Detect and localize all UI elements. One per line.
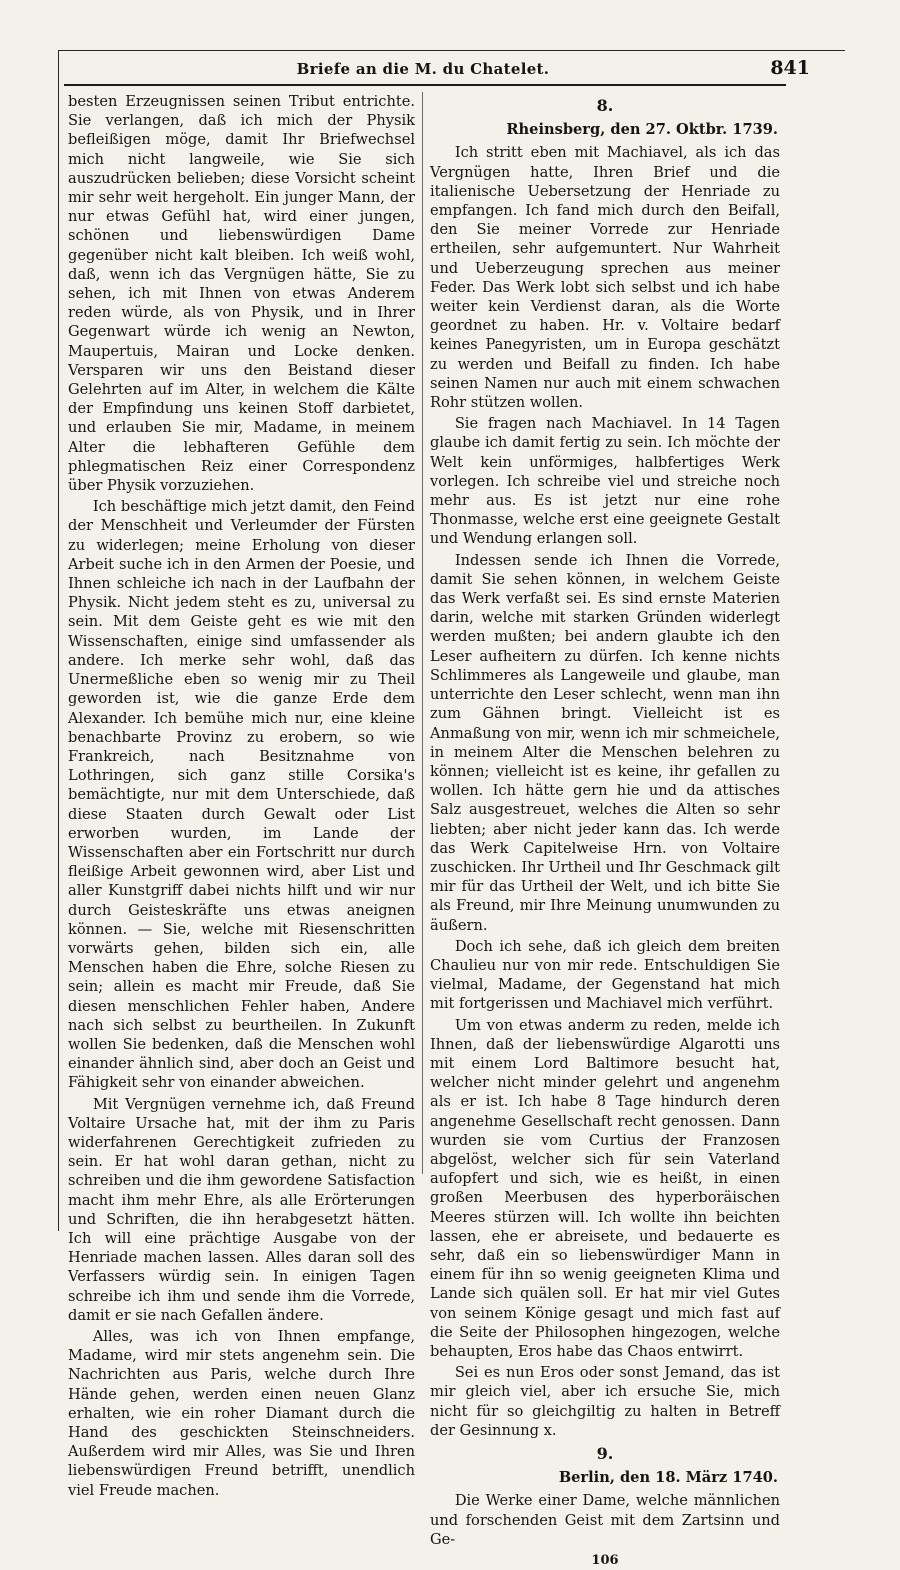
letter-number: 8.	[596, 96, 614, 115]
column-divider	[422, 92, 423, 1174]
paragraph: Indessen sende ich Ihnen die Vorrede, damit Sie sehen können, in welchem Geiste das Werk verfaßt sei. Es sind ernste Materien darin, welche mit starken Gründen widerlegt werden mußten; bei andern glaubte ich den Leser aufheitern zu dürfen. Ich kenne nichts Schlimmeres als Langeweile und glaube, man unterrichte den Leser schlecht, wenn man ihn zum Gähnen bringt. Vielleicht ist es Anmaßung von mir, wenn ich mir schmeichele, in meinem Alter die Menschen belehren zu können; vielleicht ist es keine, ihr gefallen zu wollen. Ich hätte gern hie und da attisches Salz ausgestreuet, welches die Alten so sehr liebten; aber nicht jeder kann das. Ich werde das Werk Capitelweise Hrn. von Voltaire zuschicken. Ihr Urtheil und Ihr Geschmack gilt mir für das Urtheil der Welt, und ich bitte Sie als Freund, mir Ihre Meinung unumwunden zu äußern.	[430, 551, 780, 934]
letter-dateline: Rheinsberg, den 27. Oktbr. 1739.	[506, 121, 778, 139]
left-column	[68, 92, 415, 1502]
paragraph: Sei es nun Eros oder sonst Jemand, das ist mir gleich viel, aber ich ersuche Sie, mich nicht für so gleichgiltig zu halten in Betreff der Gesinnung x.	[430, 1364, 780, 1439]
signature-mark: 106	[591, 1553, 619, 1569]
running-title: Briefe an die M. du Chatelet.	[296, 60, 550, 78]
paragraph: Um von etwas anderm zu reden, melde ich Ihnen, daß der liebenswürdige Algarotti uns mit einem Lord Baltimore besucht hat, welcher nicht minder gelehrt und angenehm als er ist. Ich habe 8 Tage hindurch deren angenehme Gesellschaft recht genossen. Dann wurden sie vom Curtius der Franzosen abgelöst, welcher sich für sein Vaterland aufopfert und sich, wie es heißt, in einen großen Meerbusen des hyperboräischen Meeres stürzen will. Ich wollte ihn beichten lassen, ehe er abreisete, und bedauerte es sehr, daß ein so liebenswürdiger Mann in einem für ihn so wenig geeigneten Klima und Lande sich quälen soll. Er hat mir viel Gutes von seinem Könige gesagt und mich fast auf die Seite der Philosophen hingezogen, welche behaupten, Eros habe das Chaos entwirrt.	[430, 1016, 780, 1360]
paragraph: besten Erzeugnissen seinen Tribut entrichte. Sie verlangen, daß ich mich der Physik befleißigen möge, damit Ihr Briefwechsel mich nicht langweile, wie Sie sich auszudrücken belieben; diese Vorsicht scheint mir sehr weit hergeholt. Ein junger Mann, der nur etwas Gefühl hat, wird einer jungen, schönen und liebenswürdigen Dame gegenüber nicht kalt bleiben. Ich weiß wohl, daß, wenn ich das Vergnügen hätte, Sie zu sehen, ich mit Ihnen von etwas Anderem reden würde, als von Physik, und in Ihrer Gegenwart würde ich wenig an Newton, Maupertuis, Mairan und Locke denken. Versparen wir uns den Beistand dieser Gelehrten auf im Alter, in welchem die Kälte der Empfindung uns keinen Stoff darbietet, und erlauben Sie mir, Madame, in meinem Alter die lebhafteren Gefühle dem phlegmatischen Reiz einer Correspondenz über Physik vorzuziehen.	[68, 93, 415, 495]
right-column	[430, 92, 780, 1570]
letter-dateline: Berlin, den 18. März 1740.	[558, 1469, 778, 1487]
paragraph: Ich beschäftige mich jetzt damit, den Feind der Menschheit und Verleumder der Fürsten zu widerlegen; meine Erholung von dieser Arbeit suche ich in den Armen der Poesie, und Ihnen schleiche ich nach in der Laufbahn der Physik. Nicht jedem steht es zu, universal zu sein. Mit dem Geiste geht es wie mit den Wissenschaften, einige sind umfassender als andere. Ich merke sehr wohl, daß das Unermeßliche eben so wenig mir zu Theil geworden ist, wie die ganze Erde dem Alexander. Ich bemühe mich nur, eine kleine benachbarte Provinz zu erobern, so wie Frankreich, nach Besitznahme von Lothringen, sich ganz stille Corsika's bemächtigte, nur mit dem Unterschiede, daß diese Staaten durch Gewalt oder List erworben wurden, im Lande der Wissenschaften aber ein Fortschritt nur durch fleißige Arbeit gewonnen wird, aber List und aller Kunstgriff dabei nichts hilft und wir nur durch Geisteskräfte uns etwas aneignen können. — Sie, welche mit Riesenschritten vorwärts gehen, bilden sich ein, alle Menschen haben die Ehre, solche Riesen zu sein; allein es macht mir Freude, daß Sie diesen menschlichen Fehler haben, Andere nach sich selbst zu beurtheilen. In Zukunft wollen Sie bedenken, daß die Menschen wohl einander ähnlich sind, aber doch an Geist und Fähigkeit sehr von einander abweichen.	[68, 498, 415, 1092]
header-rule	[64, 84, 786, 86]
paragraph: Sie fragen nach Machiavel. In 14 Tagen glaube ich damit fertig zu sein. Ich möchte der Welt kein unförmiges, halbfertiges Werk vorlegen. Ich schreibe viel und streiche noch mehr aus. Es ist jetzt nur eine rohe Thonmasse, welche erst eine geeignete Gestalt und Wendung erlangen soll.	[430, 415, 780, 548]
page-number: 841	[770, 57, 810, 79]
paragraph: Mit Vergnügen vernehme ich, daß Freund Voltaire Ursache hat, mit der ihm zu Paris widerfahrenen Gerechtigkeit zufrieden zu sein. Er hat wohl daran gethan, nicht zu schreiben und die ihm gewordene Satisfaction macht ihm mehr Ehre, als alle Erörterungen und Schriften, die ihn herabgesetzt hätten. Ich will eine prächtige Ausgabe von der Henriade machen lassen. Alles daran soll des Verfassers würdig sein. In einigen Tagen schreibe ich ihm und sende ihm die Vorrede, damit er sie nach Gefallen ändere.	[68, 1095, 415, 1324]
paragraph: Doch ich sehe, daß ich gleich dem breiten Chaulieu nur von mir rede. Entschuldigen Sie vielmal, Madame, der Gegenstand hat mich mit fortgerissen und Machiavel mich verführt.	[430, 937, 780, 1013]
paragraph: Ich stritt eben mit Machiavel, als ich das Vergnügen hatte, Ihren Brief und die italienische Uebersetzung der Henriade zu empfangen. Ich fand mich durch den Beifall, den Sie meiner Vorrede zur Henriade ertheilen, sehr aufgemuntert. Nur Wahrheit und Ueberzeugung sprechen aus meiner Feder. Das Werk lobt sich selbst und ich habe weiter kein Verdienst daran, als die Worte geordnet zu haben. Hr. v. Voltaire bedarf keines Panegyristen, um in Europa geschätzt zu werden und Beifall zu finden. Ich habe seinen Namen nur auch mit einem schwachen Rohr stützen wollen.	[430, 144, 780, 412]
paragraph: Die Werke einer Dame, welche männlichen und forschenden Geist mit dem Zartsinn und Ge-	[430, 1492, 780, 1548]
letter-number: 9.	[596, 1444, 614, 1464]
paragraph: Alles, was ich von Ihnen empfange, Madame, wird mir stets angenehm sein. Die Nachrichten aus Paris, welche durch Ihre Hände gehen, werden einen neuen Glanz erhalten, wie ein roher Diamant durch die Hand des geschickten Steinschneiders. Außerdem wird mir Alles, was Sie und Ihren liebenswürdigen Freund betrifft, unendlich viel Freude machen.	[68, 1328, 415, 1499]
